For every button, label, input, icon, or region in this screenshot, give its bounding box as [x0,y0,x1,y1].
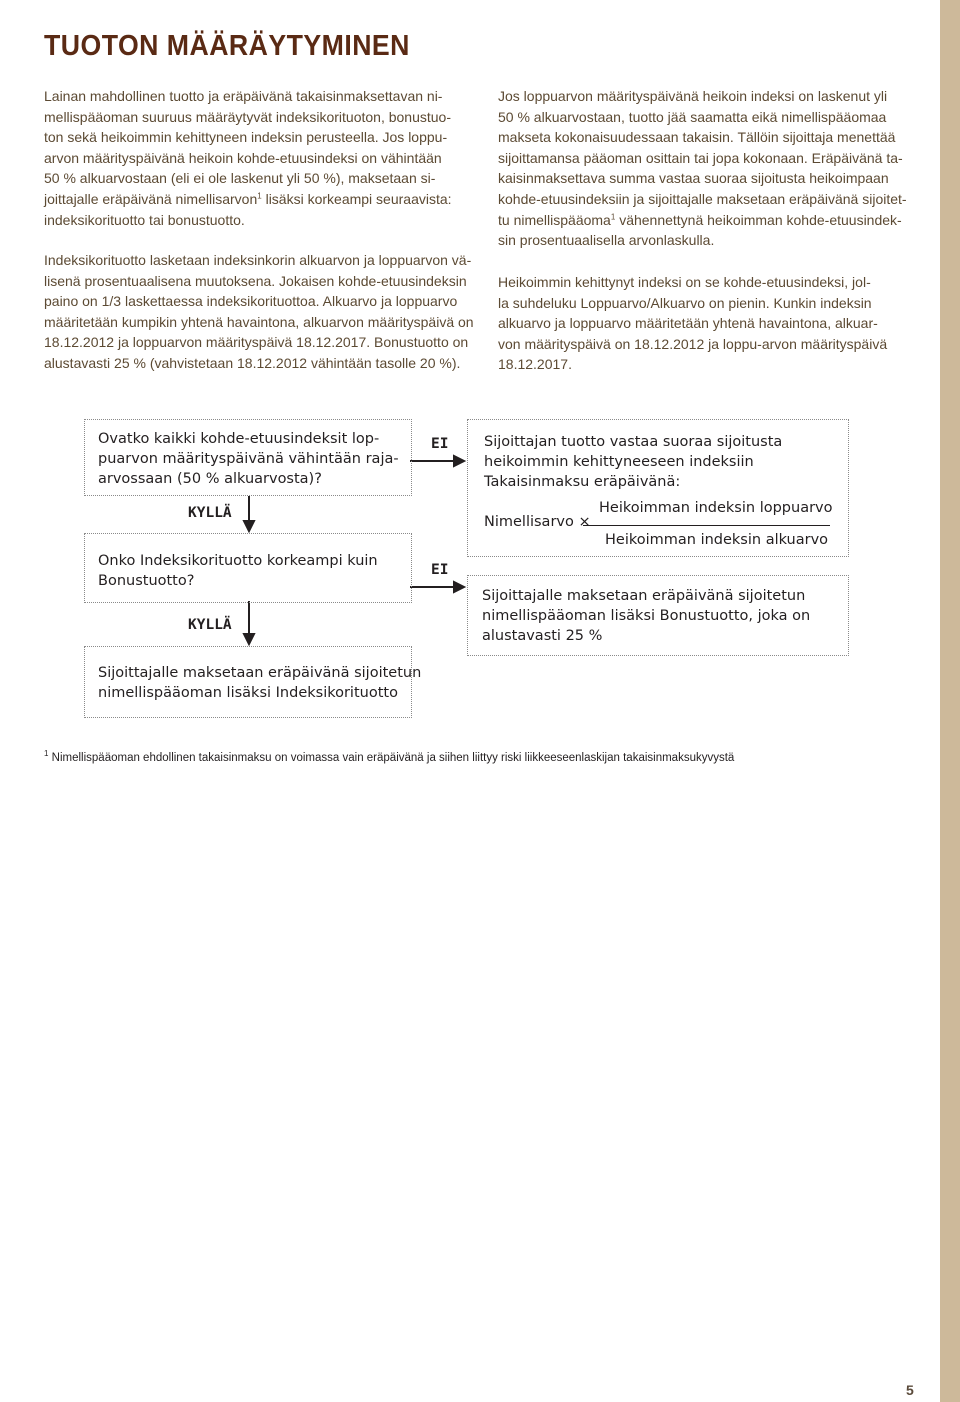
text-line: Sijoittajalle maksetaan eräpäivänä sijoitetun [482,588,806,604]
text-line: kaisinmaksettava summa vastaa suoraa sijoitusta heikoimpaan [498,170,889,187]
footnote-marker: 1 [257,191,262,201]
text-fragment: joittajalle eräpäivänä nimellisarvon [44,190,258,207]
arrowhead-q2-no [454,582,464,592]
text-line: arvon määrityspäivänä heikoin kohde-etuusindeksi on vähintään [44,149,442,166]
arrowhead-q1-yes [244,521,254,531]
text-line: 18.12.2017. [498,356,572,373]
footnote-text: Nimellispääoman ehdollinen takaisinmaksu on voimassa vain eräpäivänä ja siihen liittyy riski liikkeeseenlaskijan takaisinmaksukyvystä [51,752,735,764]
text-line: arvossaan (50 % alkuarvosta)? [98,471,322,487]
text-line: sijoittamansa pääoman osittain tai jopa kokonaan. Eräpäivänä ta- [498,149,903,166]
question-box-2 [84,533,412,603]
text-line: Indeksikorituotto lasketaan indeksinkorin alkuarvon ja loppuarvon vä- [44,252,472,268]
label-no-2: EI [431,562,449,578]
text-line: Jos loppuarvon määrityspäivänä heikoin indeksi on laskenut yli [498,88,888,104]
text-line: Bonustuotto? [98,573,195,589]
text-line: alkuarvo ja loppuarvo määritetään yhtenä havaintona, alkuar- [498,315,878,332]
text-line: alustavasti 25 % [482,628,603,644]
text-line: Heikoimmin kehittynyt indeksi on se kohde-etuusindeksi, jol- [498,274,871,290]
text-fragment: tu nimellispääoma [498,211,611,228]
text-line: heikoimmin kehittyneeseen indeksiin [484,454,754,470]
text-line: 50 % alkuarvostaan (eli ei ole laskenut yli 50 %), maksetaan si- [44,170,436,187]
text-line: Onko Indeksikorituotto korkeampi kuin [98,553,378,569]
footnote [44,749,735,764]
text-line: Lainan mahdollinen tuotto ja eräpäivänä takaisinmaksettavan ni- [44,88,443,104]
footnote-number: 1 [44,749,49,759]
text-line: makseta kokonaisuudessaan takaisin. Tällöin sijoittaja menettää [498,129,896,146]
text-line: Sijoittajan tuotto vastaa suoraa sijoitusta [484,434,783,450]
text-line: lisenä prosentuaalisena muutoksena. Jokaisen kohde-etuusindeksin [44,272,467,289]
page-title: TUOTON MÄÄRÄYTYMINEN [44,30,410,62]
text-line: sin prosentuaalisella arvonlaskulla. [498,232,715,249]
text-line: la suhdeluku Loppuarvo/Alkuarvo on pienin. Kunkin indeksin [498,294,872,311]
text-line: Ovatko kaikki kohde-etuusindeksit lop- [98,431,380,447]
page-number: 5 [906,1382,914,1398]
text-line: Takaisinmaksu eräpäivänä: [484,474,681,490]
text-line: mellispääoman suuruus määräytyvät indeksikorituoton, bonustuo- [44,108,451,125]
result-box-index-return [84,646,422,718]
text-line: indeksikorituotto tai bonustuotto. [44,211,245,228]
question-box-1 [84,419,412,496]
formula-denominator: Heikoimman indeksin alkuarvo [605,532,829,548]
text-line: nimellispääoman lisäksi Bonustuotto, joka on [482,608,811,624]
text-line: puarvon määrityspäivänä vähintään raja- [98,451,399,467]
label-yes-1: KYLLÄ [188,505,232,521]
label-yes-2: KYLLÄ [188,617,232,633]
text-line: ton sekä heikoimmin kehittyneen indeksin perusteella. Jos loppu- [44,129,448,146]
text-line: 18.12.2012 ja loppuarvon määrityspäivä 18.12.2017. Bonustuotto on [44,334,469,351]
formula-numerator: Heikoimman indeksin loppuarvo [599,500,833,516]
text-fragment: lisäksi korkeampi seuraavista: [265,190,452,207]
text-fragment: vähennettynä heikoimman kohde-etuusindek- [619,211,902,228]
text-line: paino on 1/3 laskettaessa indeksikorituottoa. Alkuarvo ja loppuarvo [44,293,458,310]
text-line: kohde-etuusindeksiin ja sijoittajalle maksetaan eräpäivänä sijoitet- [498,190,907,207]
fraction-line [583,525,830,526]
result-box-bonus-return [467,575,849,656]
text-line: määritetään kumpikin yhtenä havaintona, alkuarvon määrityspäivä on [44,313,474,330]
arrowhead-q2-yes [244,634,254,644]
footnote-marker: 1 [610,211,616,221]
text-line: 50 % alkuarvostaan, tuotto jää saamatta eikä nimellispääomaa [498,108,887,125]
arrowhead-q1-no [454,456,464,466]
text-line: von määrityspäivä on 18.12.2012 ja loppu-arvon määrityspäivä [498,335,888,352]
text-line: alustavasti 25 % (vahvistetaan 18.12.2012 vähintään tasolle 20 %). [44,354,461,371]
label-no-1: EI [431,436,449,452]
text-line: Sijoittajalle maksetaan eräpäivänä sijoitetun [98,665,422,681]
formula-prefix: Nimellisarvo × [484,514,591,530]
text-line: nimellispääoman lisäksi Indeksikorituotto [98,685,398,701]
